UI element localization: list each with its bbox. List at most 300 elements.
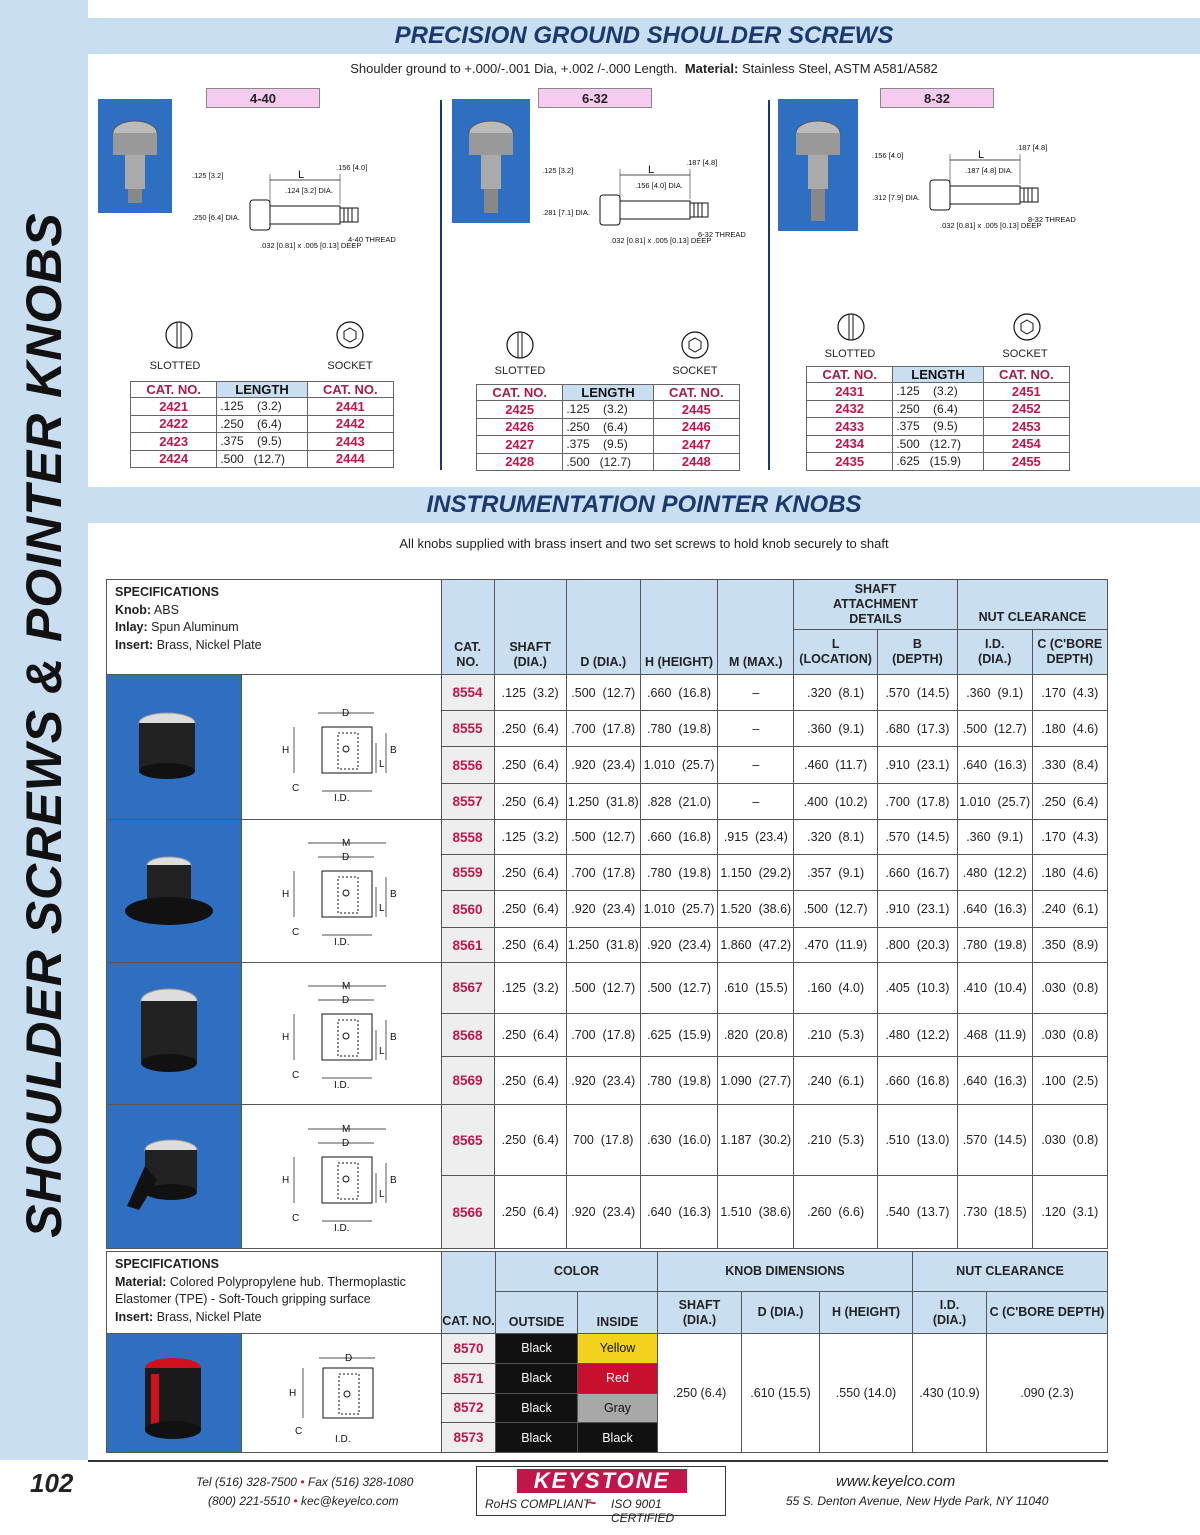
column-header: L (LOCATION) (794, 630, 878, 675)
spec-cell: .920 (23.4) (640, 928, 718, 963)
cat-no-cell: 8572 (442, 1393, 496, 1423)
slotted-cat-no: 2431 (807, 383, 893, 401)
cat-no-cell: 8560 (441, 891, 494, 928)
spec-cell: .240 (6.1) (794, 1057, 878, 1105)
slotted-cat-no: 2428 (477, 453, 563, 471)
spec-cell: .610 (15.5) (718, 963, 794, 1014)
spec-cell: .660 (16.8) (878, 1057, 958, 1105)
spec-cell: .470 (11.9) (794, 928, 878, 963)
dim-c: .124 [3.2] DIA. (285, 186, 333, 195)
diagram-label-id: I.D. (334, 1434, 351, 1445)
table-row (107, 820, 1108, 855)
diagram-label-id: I.D. (334, 1222, 350, 1234)
cat-no-cell: 8554 (441, 675, 494, 711)
spec-cell: .320 (8.1) (794, 820, 878, 855)
spec-cell: .480 (12.2) (878, 1013, 958, 1056)
diagram-label-l: L (379, 1045, 385, 1057)
spec-cell: .250 (6.4) (494, 855, 566, 891)
length-cell: .125 (3.2) (217, 398, 307, 416)
column-header: D (DIA.) (566, 580, 640, 675)
length-cell: .250 (6.4) (217, 415, 307, 433)
column-header: NUT CLEARANCE (913, 1252, 1108, 1292)
spec-cell: .915 (23.4) (718, 820, 794, 855)
spec-cell: .125 (3.2) (494, 820, 566, 855)
spec-cell: .357 (9.1) (794, 855, 878, 891)
spec-cell: .920 (23.4) (566, 891, 640, 928)
slotted-head-icon (836, 312, 866, 342)
specifications-block (107, 1252, 442, 1334)
slotted-label: SLOTTED (824, 348, 876, 360)
slotted-cat-no: 2433 (807, 418, 893, 436)
page-number: 102 (30, 1468, 74, 1498)
diagram-label-l: L (379, 903, 385, 914)
spec-cell: .500 (12.7) (794, 891, 878, 928)
cat-no-cell: 8561 (441, 928, 494, 963)
specifications-block (107, 580, 442, 675)
spec-cell: .660 (16.8) (640, 675, 718, 711)
dim-e: .032 [0.81] x .005 [0.13] DEEP (940, 221, 1042, 230)
socket-head-icon (335, 320, 365, 350)
table-row (477, 453, 740, 471)
outside-color-cell: Black (496, 1393, 578, 1423)
spec-cell: .250 (6.4) (494, 891, 566, 928)
spec-cell: .360 (9.1) (957, 820, 1032, 855)
knob-photo (107, 963, 242, 1105)
column-header: CAT. NO. (807, 367, 893, 383)
spec-cell: .700 (17.8) (566, 855, 640, 891)
spec-cell: .570 (14.5) (878, 820, 958, 855)
knob-dimension-diagram (242, 1105, 442, 1249)
socket-label: SOCKET (672, 365, 718, 377)
length-cell: .250 (6.4) (893, 400, 983, 418)
dim-f: 4-40 THREAD (348, 235, 396, 244)
knob-dimension-diagram (242, 820, 442, 963)
diagram-label-d: D (342, 708, 350, 719)
dimension-cell: .090 (2.3) (987, 1334, 1108, 1453)
spec-cell: .350 (8.9) (1032, 928, 1107, 963)
length-cell: .500 (12.7) (217, 450, 307, 468)
socket-label: SOCKET (327, 360, 373, 372)
spec-cell: .640 (16.3) (957, 747, 1032, 784)
column-header: I.D. (DIA.) (957, 630, 1032, 675)
diagram-label-c: C (292, 1212, 300, 1224)
cat-no-cell: 8565 (441, 1105, 494, 1176)
diagram-label-h: H (288, 1388, 296, 1399)
socket-cat-no: 2443 (307, 433, 393, 451)
cat-no-cell: 8570 (442, 1334, 496, 1364)
slotted-label: SLOTTED (149, 360, 201, 372)
soft-knob-photo (107, 1334, 242, 1453)
spec-cell: 1.187 (30.2) (718, 1105, 794, 1176)
inside-color-cell: Black (578, 1423, 658, 1453)
dim-e: .032 [0.81] x .005 [0.13] DEEP (610, 236, 712, 245)
socket-head-icon (680, 330, 710, 360)
cat-no-cell: 8558 (441, 820, 494, 855)
sidebar-band (0, 0, 88, 1460)
slotted-label: SLOTTED (494, 365, 546, 377)
socket-cat-no: 2453 (983, 418, 1069, 436)
diagram-label-id: I.D. (334, 793, 350, 804)
column-header: LENGTH (893, 367, 983, 383)
diagram-label-c: C (292, 783, 300, 794)
spec-cell: .160 (4.0) (794, 963, 878, 1014)
footer-rule (88, 1460, 1108, 1462)
spec-cell: .700 (17.8) (566, 1013, 640, 1056)
socket-cat-no: 2441 (307, 398, 393, 416)
inlay-value: Spun Aluminum (151, 620, 239, 634)
dim-d: .312 [7.9] DIA. (872, 193, 920, 202)
screw-dimension-drawing (540, 155, 770, 265)
diagram-label-d: D (342, 852, 350, 863)
spec-cell: .640 (16.3) (957, 1057, 1032, 1105)
spec-cell: .780 (19.8) (640, 855, 718, 891)
diagram-label-m: M (342, 838, 351, 849)
column-header: CAT. NO. (307, 382, 393, 398)
table-row (131, 415, 394, 433)
column-header: H (HEIGHT) (820, 1292, 913, 1334)
slotted-cat-no: 2434 (807, 435, 893, 453)
column-header: I.D. (DIA.) (913, 1292, 987, 1334)
dim-b: .187 [4.8] (1016, 143, 1048, 152)
dim-d: .250 [6.4] DIA. (192, 213, 240, 222)
fax-text: Fax (516) 328-1080 (307, 1475, 414, 1489)
table-row (807, 400, 1070, 418)
dim-a: .125 [3.2] (542, 166, 574, 175)
length-cell: .125 (3.2) (893, 383, 983, 401)
outside-color-cell: Black (496, 1334, 578, 1364)
column-header: COLOR (496, 1252, 658, 1292)
spec-cell: 1.510 (38.6) (718, 1176, 794, 1249)
diagram-label-h: H (282, 1174, 290, 1186)
table-header-row (131, 382, 394, 398)
length-cell: .250 (6.4) (563, 418, 653, 436)
spec-cell: .660 (16.8) (640, 820, 718, 855)
spec-cell: .320 (8.1) (794, 675, 878, 711)
length-cell: .375 (9.5) (893, 418, 983, 436)
screws-title: PRECISION GROUND SHOULDER SCREWS (88, 18, 1200, 54)
rohs-text: RoHS COMPLIANT (485, 1497, 591, 1511)
spec-cell: .570 (14.5) (878, 675, 958, 711)
side-title: SHOULDER SCREWS & POINTER KNOBS (16, 212, 72, 1238)
column-header: NUT CLEARANCE (957, 580, 1107, 630)
screw-photo (98, 99, 172, 213)
spec-cell: .780 (19.8) (640, 1057, 718, 1105)
material-value: Colored Polypropylene hub. Thermoplastic Elastomer (TPE) - Soft-Touch gripping surface (115, 1274, 406, 1306)
table-header-row (477, 385, 740, 401)
soft-knobs-table (106, 1251, 1108, 1453)
cat-no-cell: 8566 (441, 1176, 494, 1249)
column-header: INSIDE (578, 1292, 658, 1334)
table-row (131, 450, 394, 468)
dim-f: 6-32 THREAD (698, 230, 746, 239)
spec-cell: 1.010 (25.7) (640, 891, 718, 928)
diagram-label-b: B (390, 1031, 397, 1043)
slotted-cat-no: 2427 (477, 436, 563, 454)
length-cell: .375 (9.5) (217, 433, 307, 451)
cat-no-cell: 8557 (441, 784, 494, 820)
slotted-cat-no: 2424 (131, 450, 217, 468)
slotted-cat-no: 2432 (807, 400, 893, 418)
spec-cell: .910 (23.1) (878, 747, 958, 784)
spec-cell: .625 (15.9) (640, 1013, 718, 1056)
slotted-cat-no: 2422 (131, 415, 217, 433)
knobs-title: INSTRUMENTATION POINTER KNOBS (88, 487, 1200, 523)
spec-cell: .780 (19.8) (640, 711, 718, 747)
inside-color-cell: Yellow (578, 1334, 658, 1364)
header-row (107, 1252, 1108, 1292)
diagram-label-h: H (282, 889, 290, 900)
spec-cell: .250 (6.4) (494, 1176, 566, 1249)
diagram-label-id: I.D. (334, 1079, 350, 1091)
dim-a: .156 [4.0] (872, 151, 904, 160)
spec-cell: .360 (9.1) (957, 675, 1032, 711)
email-link[interactable]: kec@keyelco.com (300, 1494, 399, 1508)
length-cell: .625 (15.9) (893, 453, 983, 471)
spec-cell: 700 (17.8) (566, 1105, 640, 1176)
spec-cell: .468 (11.9) (957, 1013, 1032, 1056)
diagram-label-m: M (342, 1123, 351, 1135)
spec-cell: .700 (17.8) (878, 784, 958, 820)
table-row (807, 435, 1070, 453)
table-row (807, 418, 1070, 436)
logo-wordmark: KEYSTONE (517, 1469, 687, 1493)
spec-cell: .250 (6.4) (494, 784, 566, 820)
footer-contact-1: Tel (516) 328-7500 • Fax (516) 328-1080 (196, 1475, 414, 1489)
column-header: SHAFT (DIA.) (494, 580, 566, 675)
diagram-label-h: H (282, 745, 290, 756)
cat-no-cell: 8573 (442, 1423, 496, 1453)
spec-cell: .820 (20.8) (718, 1013, 794, 1056)
spec-cell: – (718, 675, 794, 711)
socket-cat-no: 2444 (307, 450, 393, 468)
spec-cell: .800 (20.3) (878, 928, 958, 963)
column-header: C (C'BORE DEPTH) (1032, 630, 1107, 675)
spec-cell: .500 (12.7) (566, 820, 640, 855)
dim-f: 8-32 THREAD (1028, 215, 1076, 224)
diagram-label-d: D (344, 1353, 352, 1364)
spec-cell: .500 (12.7) (566, 675, 640, 711)
spec-cell: .510 (13.0) (878, 1105, 958, 1176)
dim-L: L (978, 149, 985, 161)
spec-cell: .250 (6.4) (494, 928, 566, 963)
spec-cell: .920 (23.4) (566, 1176, 640, 1249)
tilde-mark: ~ (587, 1495, 597, 1512)
cat-no-cell: 8568 (441, 1013, 494, 1056)
spec-cell: 1.250 (31.8) (566, 784, 640, 820)
dim-c: .187 [4.8] DIA. (965, 166, 1013, 175)
screw-size-tag: 8-32 (880, 88, 994, 108)
spec-cell: .330 (8.4) (1032, 747, 1107, 784)
spec-cell: .180 (4.6) (1032, 855, 1107, 891)
spec-cell: .680 (17.3) (878, 711, 958, 747)
spec-cell: .780 (19.8) (957, 928, 1032, 963)
table-row (477, 436, 740, 454)
screw-size-tag: 6-32 (538, 88, 652, 108)
address-text: 55 S. Denton Avenue, New Hyde Park, NY 11040 (786, 1494, 1049, 1508)
spec-cell: .480 (12.2) (957, 855, 1032, 891)
slotted-cat-no: 2425 (477, 401, 563, 419)
column-header: CAT. NO. (653, 385, 739, 401)
soft-knob-diagram (242, 1334, 442, 1453)
table-row (807, 383, 1070, 401)
diagram-label-b: B (390, 889, 397, 900)
socket-cat-no: 2442 (307, 415, 393, 433)
column-header: CAT. NO. (983, 367, 1069, 383)
column-header: KNOB DIMENSIONS (658, 1252, 913, 1292)
spec-cell: .500 (12.7) (640, 963, 718, 1014)
length-cell: .375 (9.5) (563, 436, 653, 454)
iso-text: ISO 9001 CERTIFIED (611, 1497, 675, 1525)
spec-cell: .250 (6.4) (494, 747, 566, 784)
insert-label: Insert: (115, 637, 154, 652)
spec-cell: – (718, 711, 794, 747)
dim-e: .032 [0.81] x .005 [0.13] DEEP (260, 241, 362, 250)
slotted-cat-no: 2421 (131, 398, 217, 416)
column-header: C (C'BORE DEPTH) (987, 1292, 1108, 1334)
diagram-label-l: L (379, 759, 385, 770)
spec-cell: .250 (6.4) (494, 711, 566, 747)
socket-cat-no: 2451 (983, 383, 1069, 401)
cat-no-cell: 8571 (442, 1363, 496, 1393)
diagram-label-c: C (294, 1426, 302, 1437)
knob-photo (107, 820, 242, 963)
spec-cell: .640 (16.3) (957, 891, 1032, 928)
spec-cell: .460 (11.7) (794, 747, 878, 784)
screw-photo (778, 99, 858, 231)
dim-L: L (298, 169, 305, 181)
spec-cell: 1.150 (29.2) (718, 855, 794, 891)
knob-dimension-diagram (242, 963, 442, 1105)
socket-label: SOCKET (1002, 348, 1048, 360)
screw-dimension-drawing (870, 140, 1100, 250)
spec-cell: .125 (3.2) (494, 963, 566, 1014)
inside-color-cell: Red (578, 1363, 658, 1393)
screw-cat-table (806, 366, 1070, 471)
spec-cell: .570 (14.5) (957, 1105, 1032, 1176)
socket-cat-no: 2454 (983, 435, 1069, 453)
spec-cell: .410 (10.4) (957, 963, 1032, 1014)
screw-photo (452, 99, 530, 223)
knob-label: Knob: (115, 602, 152, 617)
socket-cat-no: 2448 (653, 453, 739, 471)
spec-cell: .250 (6.4) (1032, 784, 1107, 820)
spec-cell: .500 (12.7) (957, 711, 1032, 747)
diagram-label-m: M (342, 980, 351, 992)
cat-no-cell: 8556 (441, 747, 494, 784)
spec-cell: .030 (0.8) (1032, 963, 1107, 1014)
socket-cat-no: 2447 (653, 436, 739, 454)
socket-cat-no: 2446 (653, 418, 739, 436)
socket-head-icon (1012, 312, 1042, 342)
column-header: B (DEPTH) (878, 630, 958, 675)
cat-no-cell: 8569 (441, 1057, 494, 1105)
column-header: CAT. NO. (441, 580, 494, 675)
spec-cell: .660 (16.7) (878, 855, 958, 891)
column-header: SHAFT ATTACHMENT DETAILS (794, 580, 958, 630)
tel-text: Tel (516) 328-7500 (196, 1475, 297, 1489)
spec-cell: .030 (0.8) (1032, 1105, 1107, 1176)
table-header-row (807, 367, 1070, 383)
website-link[interactable]: www.keyelco.com (836, 1473, 956, 1490)
column-header: LENGTH (217, 382, 307, 398)
spec-cell: 1.860 (47.2) (718, 928, 794, 963)
screw-size-tag: 4-40 (206, 88, 320, 108)
screw-cat-table (476, 384, 740, 471)
dim-L: L (648, 164, 655, 176)
table-row (107, 1105, 1108, 1176)
slotted-head-icon (505, 330, 535, 360)
knob-value: ABS (153, 602, 179, 617)
cat-no-cell: 8555 (441, 711, 494, 747)
spec-cell: .180 (4.6) (1032, 711, 1107, 747)
slotted-cat-no: 2426 (477, 418, 563, 436)
column-header: CAT. NO. (477, 385, 563, 401)
socket-cat-no: 2455 (983, 453, 1069, 471)
dimension-cell: .250 (6.4) (658, 1334, 742, 1453)
spec-cell: .920 (23.4) (566, 747, 640, 784)
spec-cell: .120 (3.1) (1032, 1176, 1107, 1249)
dimension-cell: .430 (10.9) (913, 1334, 987, 1453)
length-cell: .500 (12.7) (893, 435, 983, 453)
length-cell: .500 (12.7) (563, 453, 653, 471)
spec-cell: .030 (0.8) (1032, 1013, 1107, 1056)
screws-subtitle: Shoulder ground to +.000/-.001 Dia, +.002 /-.000 Length. Material: Stainless Steel, ASTM A581/A582 (350, 61, 938, 76)
column-header: CAT. NO. (442, 1252, 496, 1334)
spec-cell: .100 (2.5) (1032, 1057, 1107, 1105)
cat-no-cell: 8567 (441, 963, 494, 1014)
spec-cell: .920 (23.4) (566, 1057, 640, 1105)
dim-b: .187 [4.8] (686, 158, 718, 167)
spec-cell: .540 (13.7) (878, 1176, 958, 1249)
spec-cell: – (718, 747, 794, 784)
table-row (107, 963, 1108, 1014)
spec-cell: .730 (18.5) (957, 1176, 1032, 1249)
spec-cell: .170 (4.3) (1032, 675, 1107, 711)
spec-cell: .125 (3.2) (494, 675, 566, 711)
table-row (131, 398, 394, 416)
column-header: LENGTH (563, 385, 653, 401)
table-row (131, 433, 394, 451)
tollfree-text: (800) 221-5510 (208, 1494, 291, 1508)
slotted-cat-no: 2435 (807, 453, 893, 471)
insert-label: Insert: (115, 1309, 154, 1324)
slotted-head-icon (164, 320, 194, 350)
spec-cell: .250 (6.4) (494, 1105, 566, 1176)
spec-cell: .170 (4.3) (1032, 820, 1107, 855)
spec-cell: .210 (5.3) (794, 1105, 878, 1176)
diagram-label-id: I.D. (334, 937, 350, 948)
dim-d: .281 [7.1] DIA. (542, 208, 590, 217)
socket-cat-no: 2445 (653, 401, 739, 419)
spec-cell: 1.010 (25.7) (640, 747, 718, 784)
inlay-label: Inlay: (115, 620, 148, 634)
column-header: H (HEIGHT) (640, 580, 718, 675)
keystone-logo (476, 1466, 726, 1525)
spec-cell: .400 (10.2) (794, 784, 878, 820)
spec-cell: .240 (6.1) (1032, 891, 1107, 928)
footer-contact-2: (800) 221-5510 • kec@keyelco.com (208, 1494, 399, 1508)
table-row (107, 675, 1108, 711)
diagram-label-c: C (292, 927, 300, 938)
material-label: Material: (115, 1274, 167, 1289)
spec-cell: 1.520 (38.6) (718, 891, 794, 928)
section-divider (440, 100, 442, 470)
spec-cell: .630 (16.0) (640, 1105, 718, 1176)
dimension-cell: .550 (14.0) (820, 1334, 913, 1453)
table-row (477, 401, 740, 419)
diagram-label-d: D (342, 1137, 350, 1149)
spec-cell: 1.090 (27.7) (718, 1057, 794, 1105)
